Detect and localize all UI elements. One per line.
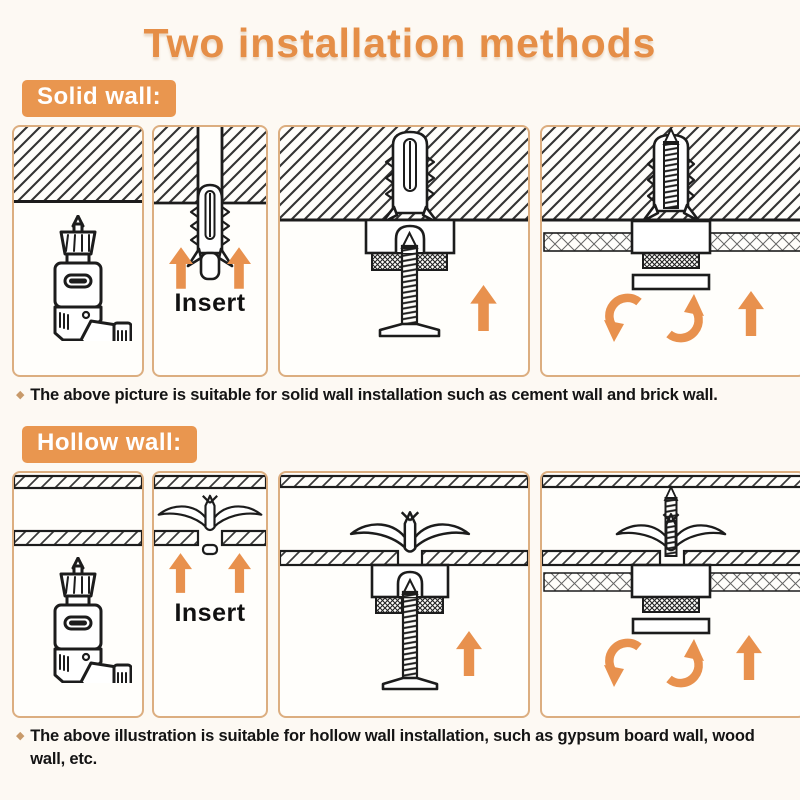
up-arrow-icon	[228, 553, 251, 593]
knurled-collar	[372, 253, 402, 270]
solid-step-insert-panel	[152, 125, 268, 377]
solid-screw-illustration	[280, 127, 528, 375]
solid-wall-hatch	[14, 127, 142, 201]
hollow-step-screw-panel	[278, 471, 530, 718]
up-arrow-icon	[169, 247, 193, 289]
diamond-bullet-icon: ◆	[16, 389, 25, 401]
fixture-bracket	[632, 221, 710, 253]
drill-icon	[55, 216, 131, 350]
solid-drill-illustration	[14, 127, 142, 375]
rotate-arrows-icon	[604, 294, 704, 342]
hollow-wall-section	[0, 406, 800, 770]
solid-insert-illustration	[154, 127, 266, 375]
up-arrow-icon	[456, 631, 482, 676]
solid-fastened-illustration	[542, 127, 800, 375]
hollow-screw-illustration	[280, 473, 528, 716]
knurled-collar	[643, 597, 699, 612]
hollow-wall-badge: Hollow wall:	[22, 426, 197, 463]
winged-anchor-icon	[351, 512, 469, 551]
mount-plate	[633, 619, 709, 633]
solid-wall-badge: Solid wall:	[22, 80, 176, 117]
hollow-fastened-illustration	[542, 473, 800, 716]
hollow-wall-caption	[16, 725, 784, 770]
up-arrow-icon	[169, 553, 192, 593]
up-arrow-icon	[227, 247, 251, 289]
hollow-drill-illustration	[14, 473, 142, 716]
solid-wall-caption-text: The above picture is suitable for solid wall installation such as cement wall and brick wall.	[30, 386, 718, 404]
diamond-bullet-icon: ◆	[16, 730, 25, 743]
knurled-collar	[376, 597, 402, 613]
insert-label: Insert	[174, 599, 246, 628]
screw-icon	[665, 487, 677, 556]
hollow-step-insert-panel	[152, 471, 268, 718]
up-arrow-icon	[736, 635, 762, 680]
solid-wall-caption	[16, 384, 784, 406]
hollow-wall-steps-row	[12, 471, 800, 718]
page-title: Two installation methods	[143, 20, 657, 66]
anchor-collar	[203, 545, 217, 554]
hollow-wall-caption-text: The above illustration is suitable for hollow wall installation, such as gypsum board wall, wood wall, etc.	[30, 727, 755, 768]
solid-step-drill-panel	[12, 125, 144, 377]
insert-label: Insert	[174, 289, 246, 317]
hollow-panel-hatch	[14, 476, 142, 488]
solid-step-screw-panel	[278, 125, 530, 377]
hollow-insert-illustration	[154, 473, 266, 716]
hollow-step-drill-panel	[12, 471, 144, 718]
up-arrow-icon	[470, 285, 497, 331]
winged-anchor-icon	[159, 496, 262, 530]
knurled-collar	[643, 253, 699, 268]
solid-step-fastened-panel	[540, 125, 800, 377]
drill-icon	[55, 558, 131, 692]
fixture-bracket	[632, 565, 710, 597]
up-arrow-icon	[738, 291, 764, 336]
rotate-arrows-icon	[604, 639, 704, 687]
solid-wall-steps-row	[12, 125, 800, 377]
hollow-step-fastened-panel	[540, 471, 800, 718]
mount-plate	[633, 275, 709, 289]
screw-icon	[664, 129, 678, 208]
solid-wall-section	[0, 67, 800, 406]
